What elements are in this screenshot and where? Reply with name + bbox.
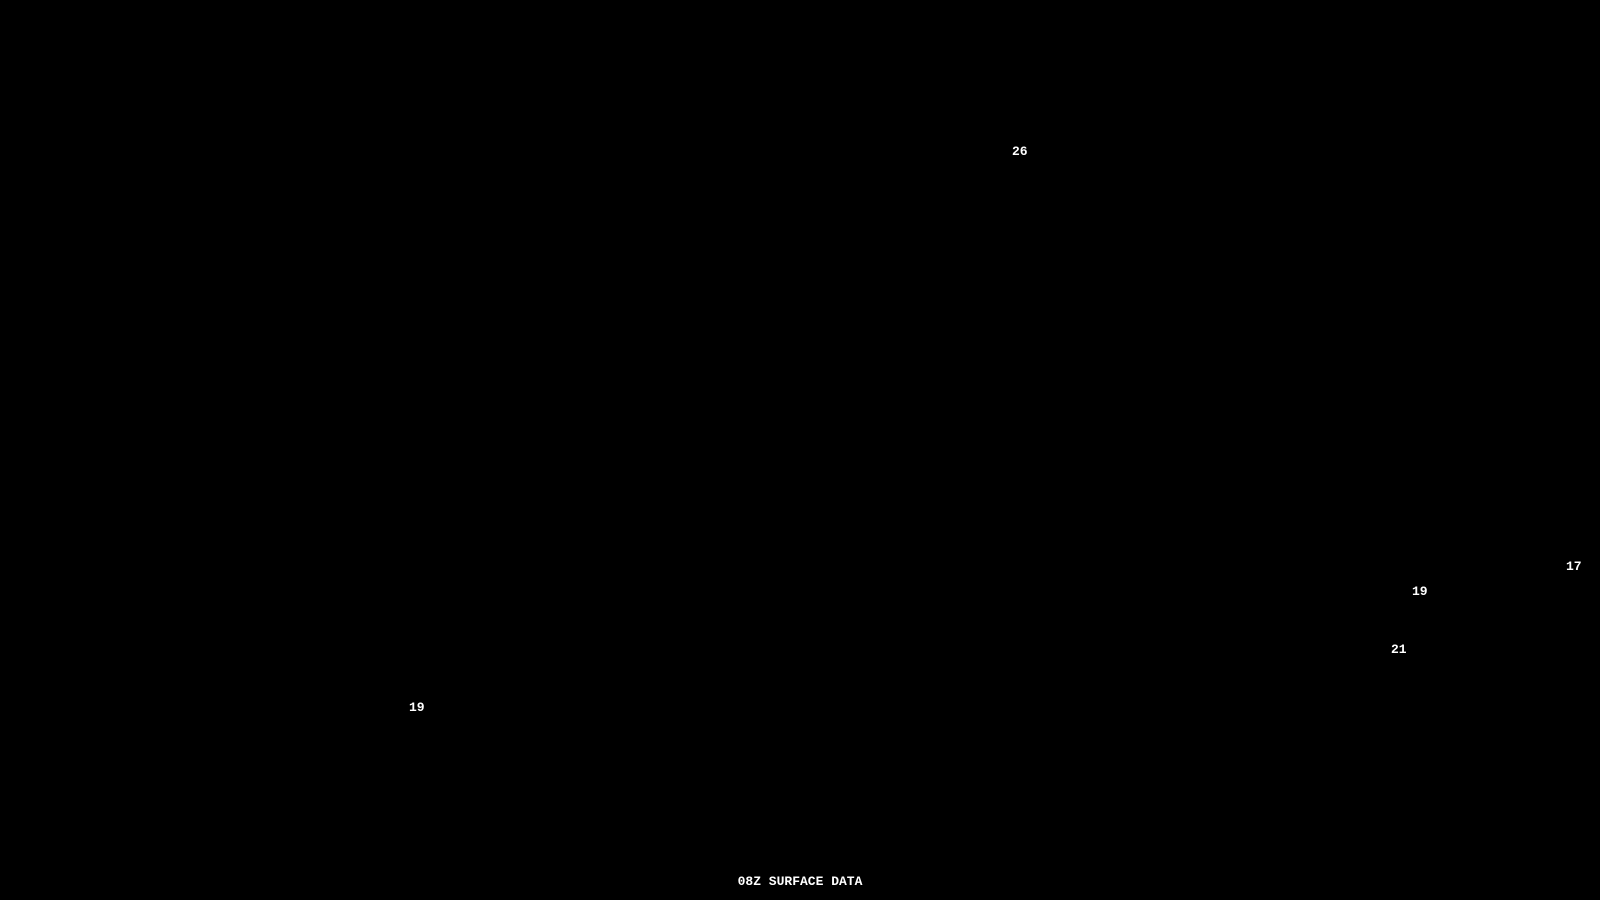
station-value: 19: [409, 700, 425, 715]
station-value: 19: [1412, 584, 1428, 599]
station-value: 26: [1012, 144, 1028, 159]
station-value: 17: [1566, 559, 1582, 574]
station-value: 21: [1391, 642, 1407, 657]
plot-title: 08Z SURFACE DATA: [737, 874, 863, 889]
